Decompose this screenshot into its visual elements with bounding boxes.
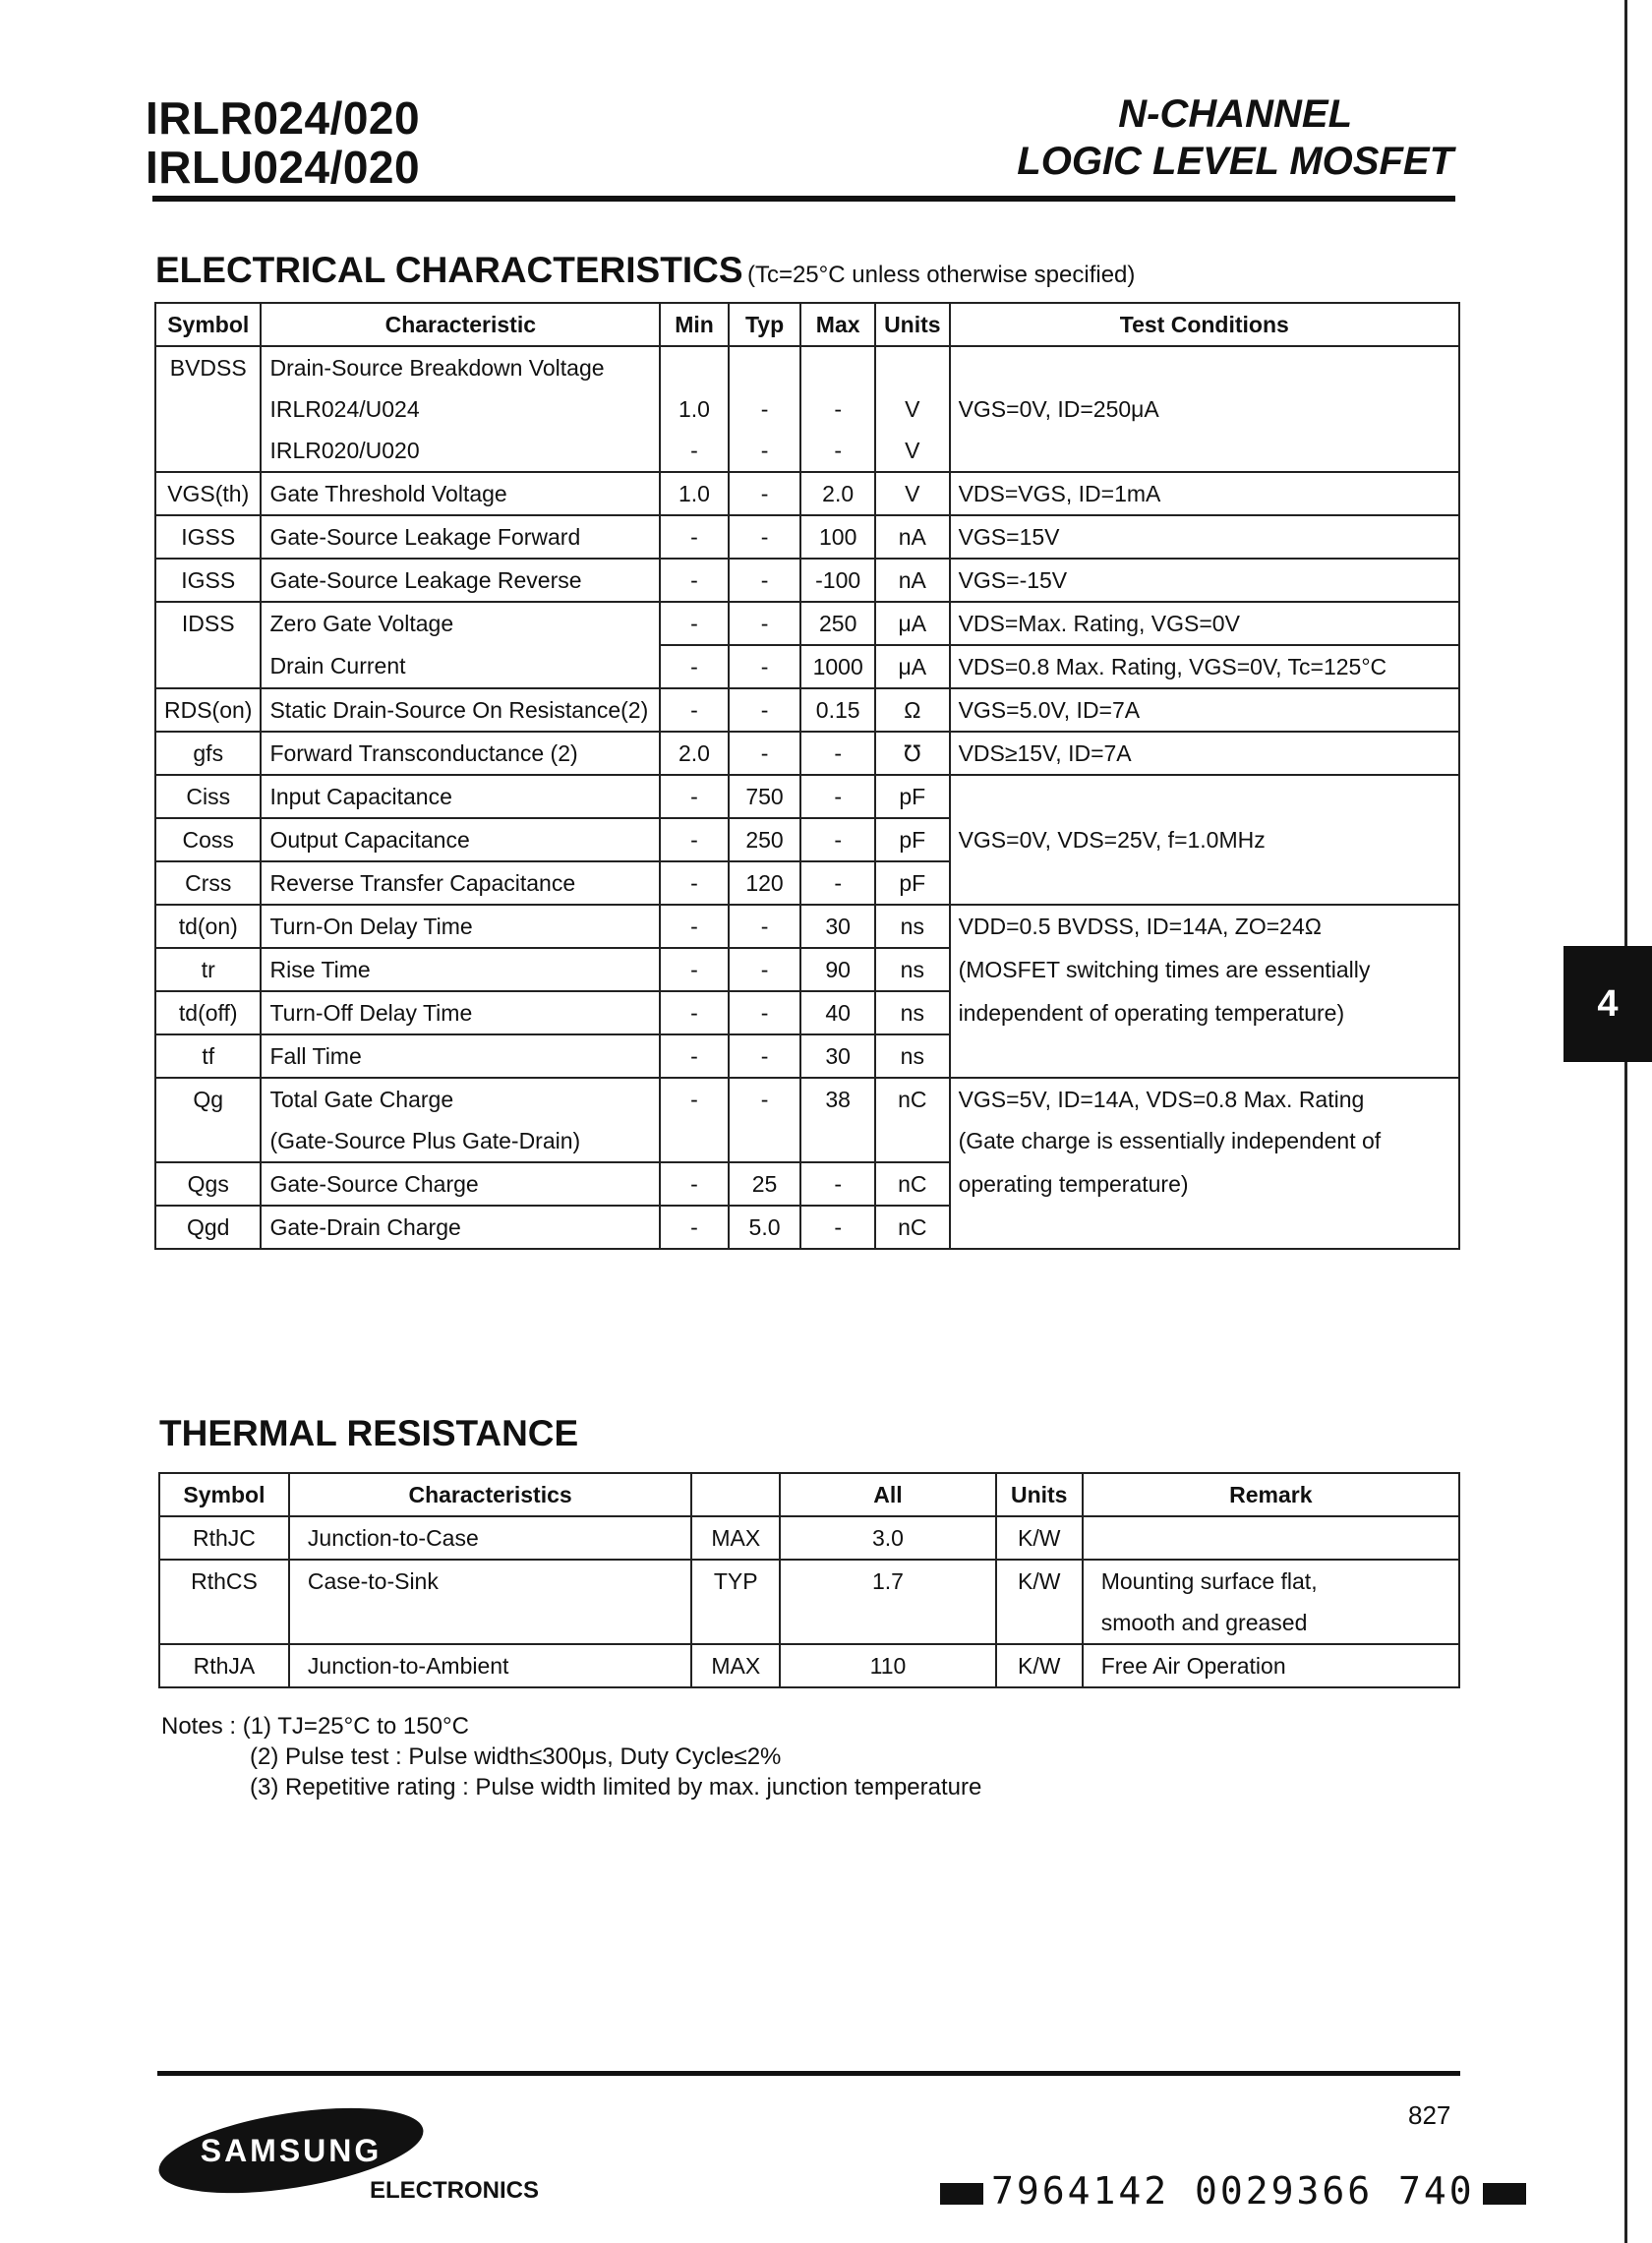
conditions-cell: independent of operating temperature) [950,991,1459,1034]
conditions-cell: VGS=0V, VDS=25V, f=1.0MHz [950,818,1459,861]
units-cell: K/W [996,1516,1083,1560]
note-3: (3) Repetitive rating : Pulse width limited by max. junction temperature [250,1774,982,1800]
units-cell: nA [875,515,950,559]
typ-cell: - [729,1034,800,1078]
all-cell: 3.0 [780,1516,996,1560]
conditions-cell [950,1034,1459,1078]
remark-cell: Mounting surface flat, [1083,1560,1459,1602]
table-row [155,1078,1459,1120]
min-cell: - [660,1206,729,1249]
typ-cell: 25 [729,1162,800,1206]
footer-rule [157,2071,1460,2076]
characteristic-cell [289,1602,691,1644]
symbol-cell: RDS(on) [155,688,261,732]
note-2: (2) Pulse test : Pulse width≤300μs, Duty Cycle≤2% [250,1743,782,1770]
max-cell: - [800,1206,875,1249]
col-all: All [780,1473,996,1516]
remark-cell [1083,1516,1459,1560]
electrical-subtitle: (Tc=25°C unless otherwise specified) [746,262,1136,288]
col-characteristics: Characteristics [289,1473,691,1516]
conditions-cell: VDS=VGS, ID=1mA [950,472,1459,515]
conditions-cell [950,430,1459,472]
col-max: Max [800,303,875,346]
characteristic-cell: Turn-On Delay Time [261,905,660,948]
characteristic-cell: (Gate-Source Plus Gate-Drain) [261,1120,660,1162]
characteristic-cell: Zero Gate Voltage [261,602,660,645]
table-row [159,1560,1459,1602]
symbol-cell: Qgs [155,1162,261,1206]
page-number: 827 [1408,2100,1451,2130]
symbol-cell: Coss [155,818,261,861]
typ-cell: - [729,1078,800,1162]
symbol-cell [155,388,261,430]
max-cell: 90 [800,948,875,991]
max-cell: 100 [800,515,875,559]
col-kind [691,1473,780,1516]
max-cell: 40 [800,991,875,1034]
min-cell: - [660,905,729,948]
all-cell [780,1602,996,1644]
min-cell: - [660,861,729,905]
characteristic-cell: Total Gate Charge [261,1078,660,1120]
table-row [155,346,1459,388]
conditions-cell: VGS=-15V [950,559,1459,602]
units-cell: μA [875,602,950,645]
min-cell: - [660,645,729,688]
table-row [155,1162,1459,1206]
symbol-cell: Ciss [155,775,261,818]
min-cell: - [660,991,729,1034]
units-cell: pF [875,818,950,861]
barcode-block-left [940,2183,983,2205]
symbol-cell: td(on) [155,905,261,948]
typ-cell: - [729,472,800,515]
symbol-cell [159,1602,289,1644]
conditions-cell: operating temperature) [950,1162,1459,1206]
max-cell: - [800,732,875,775]
symbol-cell: BVDSS [155,346,261,388]
conditions-cell: (MOSFET switching times are essentially [950,948,1459,991]
characteristic-cell: Turn-Off Delay Time [261,991,660,1034]
min-cell: 2.0 [660,732,729,775]
min-cell: - [660,515,729,559]
conditions-cell: VGS=15V [950,515,1459,559]
note-1 [161,1711,981,1741]
units-cell: ns [875,948,950,991]
min-cell: - [660,818,729,861]
symbol-cell: gfs [155,732,261,775]
col-symbol: Symbol [155,303,261,346]
characteristic-cell: Junction-to-Case [289,1516,691,1560]
min-cell: - [660,430,729,472]
thermal-header-row [159,1473,1459,1516]
kind-cell: TYP [691,1560,780,1602]
symbol-cell: td(off) [155,991,261,1034]
col-remark: Remark [1083,1473,1459,1516]
division-label: ELECTRONICS [370,2177,540,2204]
conditions-cell: VGS=5.0V, ID=7A [950,688,1459,732]
table-row [155,515,1459,559]
typ-cell: - [729,645,800,688]
conditions-cell: VGS=5V, ID=14A, VDS=0.8 Max. Rating [950,1078,1459,1120]
units-cell: nA [875,559,950,602]
typ-cell [729,346,800,388]
conditions-cell: VDS=0.8 Max. Rating, VGS=0V, Tc=125°C [950,645,1459,688]
header-rule [152,196,1455,202]
conditions-cell: (Gate charge is essentially independent of [950,1120,1459,1162]
characteristic-cell: Drain Current [261,645,660,688]
typ-cell: - [729,559,800,602]
typ-cell: 250 [729,818,800,861]
min-cell: - [660,559,729,602]
table-row [155,559,1459,602]
table-row [159,1644,1459,1687]
units-cell: K/W [996,1560,1083,1602]
conditions-cell: VGS=0V, ID=250μA [950,388,1459,430]
table-row [155,388,1459,430]
symbol-cell: Qg [155,1078,261,1162]
part-numbers [146,93,420,192]
min-cell: 1.0 [660,388,729,430]
electrical-heading [155,250,1135,291]
max-cell: 30 [800,1034,875,1078]
remark-cell: smooth and greased [1083,1602,1459,1644]
barcode-text: 7964142 0029366 740 [991,2169,1475,2213]
characteristic-cell: IRLR020/U020 [261,430,660,472]
characteristic-cell: Case-to-Sink [289,1560,691,1602]
kind-cell: MAX [691,1516,780,1560]
min-cell: - [660,775,729,818]
units-cell: μA [875,645,950,688]
barcode-block-right [1483,2183,1526,2205]
typ-cell: - [729,602,800,645]
typ-cell: 750 [729,775,800,818]
units-cell: ns [875,905,950,948]
units-cell: ns [875,991,950,1034]
max-cell: - [800,818,875,861]
min-cell: - [660,1034,729,1078]
note-1-text: (1) TJ=25°C to 150°C [242,1713,469,1740]
table-row [155,861,1459,905]
page-edge-line [1624,0,1627,2243]
conditions-cell [950,346,1459,388]
table-row [155,1206,1459,1249]
units-cell: nC [875,1162,950,1206]
section-tab: 4 [1564,946,1652,1062]
remark-cell: Free Air Operation [1083,1644,1459,1687]
units-cell: ℧ [875,732,950,775]
units-cell: V [875,430,950,472]
notes-label: Notes : [161,1713,237,1740]
typ-cell: 5.0 [729,1206,800,1249]
brand-text: SAMSUNG [200,2133,383,2168]
table-row [155,775,1459,818]
typ-cell: 120 [729,861,800,905]
characteristic-cell: Gate-Source Charge [261,1162,660,1206]
col-typ: Typ [729,303,800,346]
characteristic-cell: Drain-Source Breakdown Voltage [261,346,660,388]
max-cell: - [800,388,875,430]
type-line-2: LOGIC LEVEL MOSFET [1017,140,1453,183]
table-row [155,430,1459,472]
characteristic-cell: Junction-to-Ambient [289,1644,691,1687]
thermal-table [158,1472,1460,1688]
symbol-cell: RthJC [159,1516,289,1560]
table-row [155,645,1459,688]
min-cell: - [660,602,729,645]
min-cell: - [660,1162,729,1206]
table-row [155,1034,1459,1078]
conditions-cell [950,775,1459,818]
symbol-cell: IGSS [155,515,261,559]
typ-cell: - [729,905,800,948]
characteristic-cell: Fall Time [261,1034,660,1078]
max-cell: 1000 [800,645,875,688]
all-cell: 1.7 [780,1560,996,1602]
col-units: Units [996,1473,1083,1516]
max-cell: -100 [800,559,875,602]
min-cell: - [660,1078,729,1162]
typ-cell: - [729,430,800,472]
min-cell: - [660,948,729,991]
symbol-cell: Crss [155,861,261,905]
characteristic-cell: IRLR024/U024 [261,388,660,430]
min-cell: 1.0 [660,472,729,515]
max-cell: 38 [800,1078,875,1162]
all-cell: 110 [780,1644,996,1687]
characteristic-cell: Output Capacitance [261,818,660,861]
min-cell: - [660,688,729,732]
units-cell: Ω [875,688,950,732]
characteristic-cell: Gate-Source Leakage Reverse [261,559,660,602]
electrical-header-row [155,303,1459,346]
table-row [155,602,1459,645]
symbol-cell: tf [155,1034,261,1078]
symbol-cell: IDSS [155,602,261,688]
device-type [1017,90,1453,185]
thermal-title: THERMAL RESISTANCE [159,1413,579,1453]
units-cell [875,346,950,388]
table-row [159,1516,1459,1560]
characteristic-cell: Gate-Drain Charge [261,1206,660,1249]
col-symbol: Symbol [159,1473,289,1516]
barcode [932,2169,1534,2213]
typ-cell: - [729,991,800,1034]
units-cell: V [875,472,950,515]
min-cell [660,346,729,388]
electrical-table [154,302,1460,1250]
table-row [159,1602,1459,1644]
units-cell: V [875,388,950,430]
max-cell: 2.0 [800,472,875,515]
units-cell: nC [875,1078,950,1162]
table-row [155,472,1459,515]
conditions-cell: VDD=0.5 BVDSS, ID=14A, ZO=24Ω [950,905,1459,948]
conditions-cell [950,861,1459,905]
typ-cell: - [729,688,800,732]
symbol-cell: RthCS [159,1560,289,1602]
units-cell: K/W [996,1644,1083,1687]
col-units: Units [875,303,950,346]
table-row [155,905,1459,948]
symbol-cell: tr [155,948,261,991]
part-line-1: IRLR024/020 [146,92,421,144]
symbol-cell [155,430,261,472]
units-cell [996,1602,1083,1644]
max-cell: 250 [800,602,875,645]
conditions-cell: VDS≥15V, ID=7A [950,732,1459,775]
typ-cell: - [729,388,800,430]
units-cell: ns [875,1034,950,1078]
characteristic-cell: Static Drain-Source On Resistance(2) [261,688,660,732]
col-test-conditions: Test Conditions [950,303,1459,346]
table-row [155,688,1459,732]
characteristic-cell: Gate-Source Leakage Forward [261,515,660,559]
col-min: Min [660,303,729,346]
table-row [155,991,1459,1034]
units-cell: pF [875,775,950,818]
kind-cell [691,1602,780,1644]
max-cell: - [800,430,875,472]
typ-cell: - [729,515,800,559]
table-row [155,948,1459,991]
col-characteristic: Characteristic [261,303,660,346]
characteristic-cell: Reverse Transfer Capacitance [261,861,660,905]
table-row [155,732,1459,775]
part-line-2: IRLU024/020 [146,142,421,193]
typ-cell: - [729,732,800,775]
table-row [155,818,1459,861]
conditions-cell: VDS=Max. Rating, VGS=0V [950,602,1459,645]
kind-cell: MAX [691,1644,780,1687]
electrical-title: ELECTRICAL CHARACTERISTICS [155,250,743,290]
units-cell: pF [875,861,950,905]
max-cell: 0.15 [800,688,875,732]
characteristic-cell: Forward Transconductance (2) [261,732,660,775]
symbol-cell: IGSS [155,559,261,602]
units-cell: nC [875,1206,950,1249]
max-cell: 30 [800,905,875,948]
characteristic-cell: Rise Time [261,948,660,991]
notes [161,1711,981,1802]
max-cell: - [800,1162,875,1206]
characteristic-cell: Gate Threshold Voltage [261,472,660,515]
symbol-cell: RthJA [159,1644,289,1687]
type-line-1: N-CHANNEL [1118,92,1353,136]
typ-cell: - [729,948,800,991]
max-cell [800,346,875,388]
max-cell: - [800,861,875,905]
conditions-cell [950,1206,1459,1249]
characteristic-cell: Input Capacitance [261,775,660,818]
symbol-cell: VGS(th) [155,472,261,515]
symbol-cell: Qgd [155,1206,261,1249]
max-cell: - [800,775,875,818]
